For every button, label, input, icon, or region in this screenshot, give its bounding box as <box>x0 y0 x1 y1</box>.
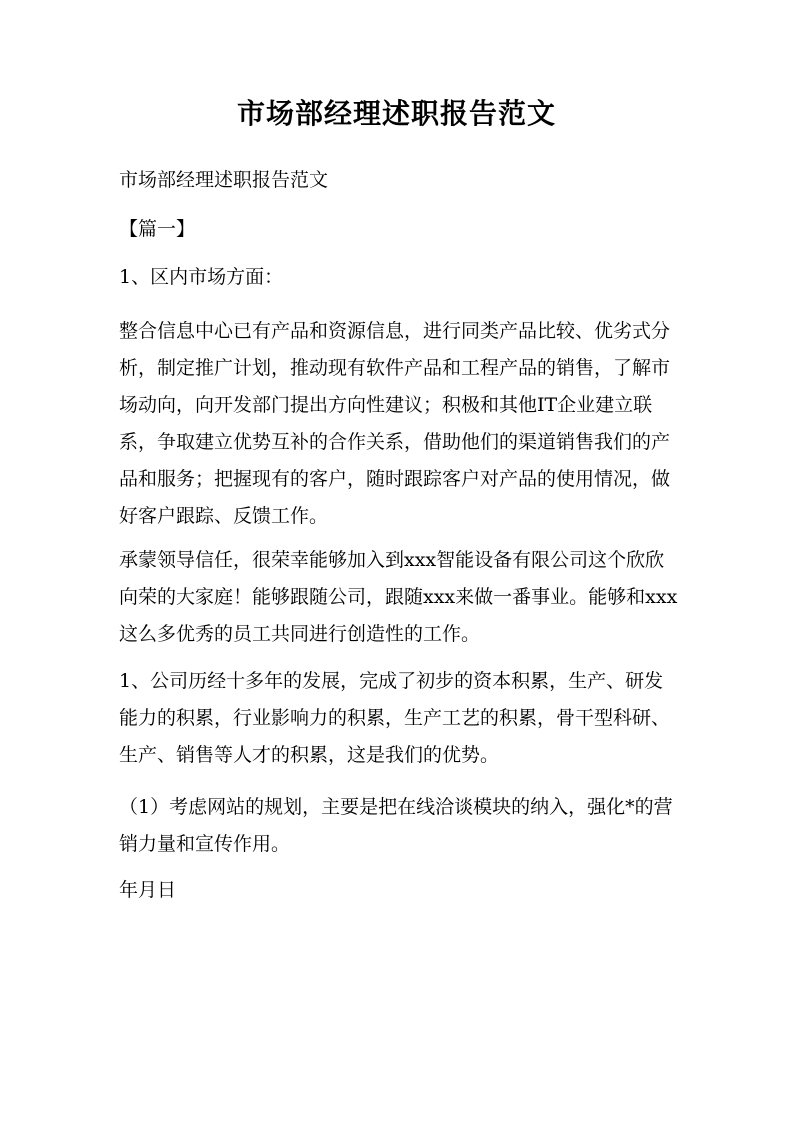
date-line: 年月日 <box>119 879 177 901</box>
paragraph-gratitude: 承蒙领导信任，很荣幸能够加入到xxx智能设备有限公司这个欣欣向荣的大家庭！能够跟随公司，跟随xxx来做一番事业。能够和xxx这么多优秀的员工共同进行创造性的工作。 <box>119 549 678 645</box>
paragraph-market-work: 整合信息中心已有产品和资源信息，进行同类产品比较、优劣式分析，制定推广计划，推动现有软件产品和工程产品的销售，了解市场动向，向开发部门提出方向性建议；积极和其他IT企业建立联系，争取建立优势互补的合作关系，借助他们的渠道销售我们的产品和服务；把握现有的客户，随时跟踪客户对产品的使用情况，做好客户跟踪、反馈工作。 <box>119 320 671 527</box>
item-heading: 1、区内市场方面： <box>119 266 284 288</box>
paragraph-website-plan: （1）考虑网站的规划，主要是把在线洽谈模块的纳入，强化*的营销力量和宣传作用。 <box>119 796 673 855</box>
document-title: 市场部经理述职报告范文 <box>236 97 556 130</box>
section-label: 【篇一】 <box>119 218 196 240</box>
paragraph-company-advantage: 1、公司历经十多年的发展，完成了初步的资本积累，生产、研发能力的积累，行业影响力的积累，生产工艺的积累，骨干型科研、生产、销售等人才的积累，这是我们的优势。 <box>119 670 671 766</box>
document-subtitle: 市场部经理述职报告范文 <box>119 169 329 191</box>
